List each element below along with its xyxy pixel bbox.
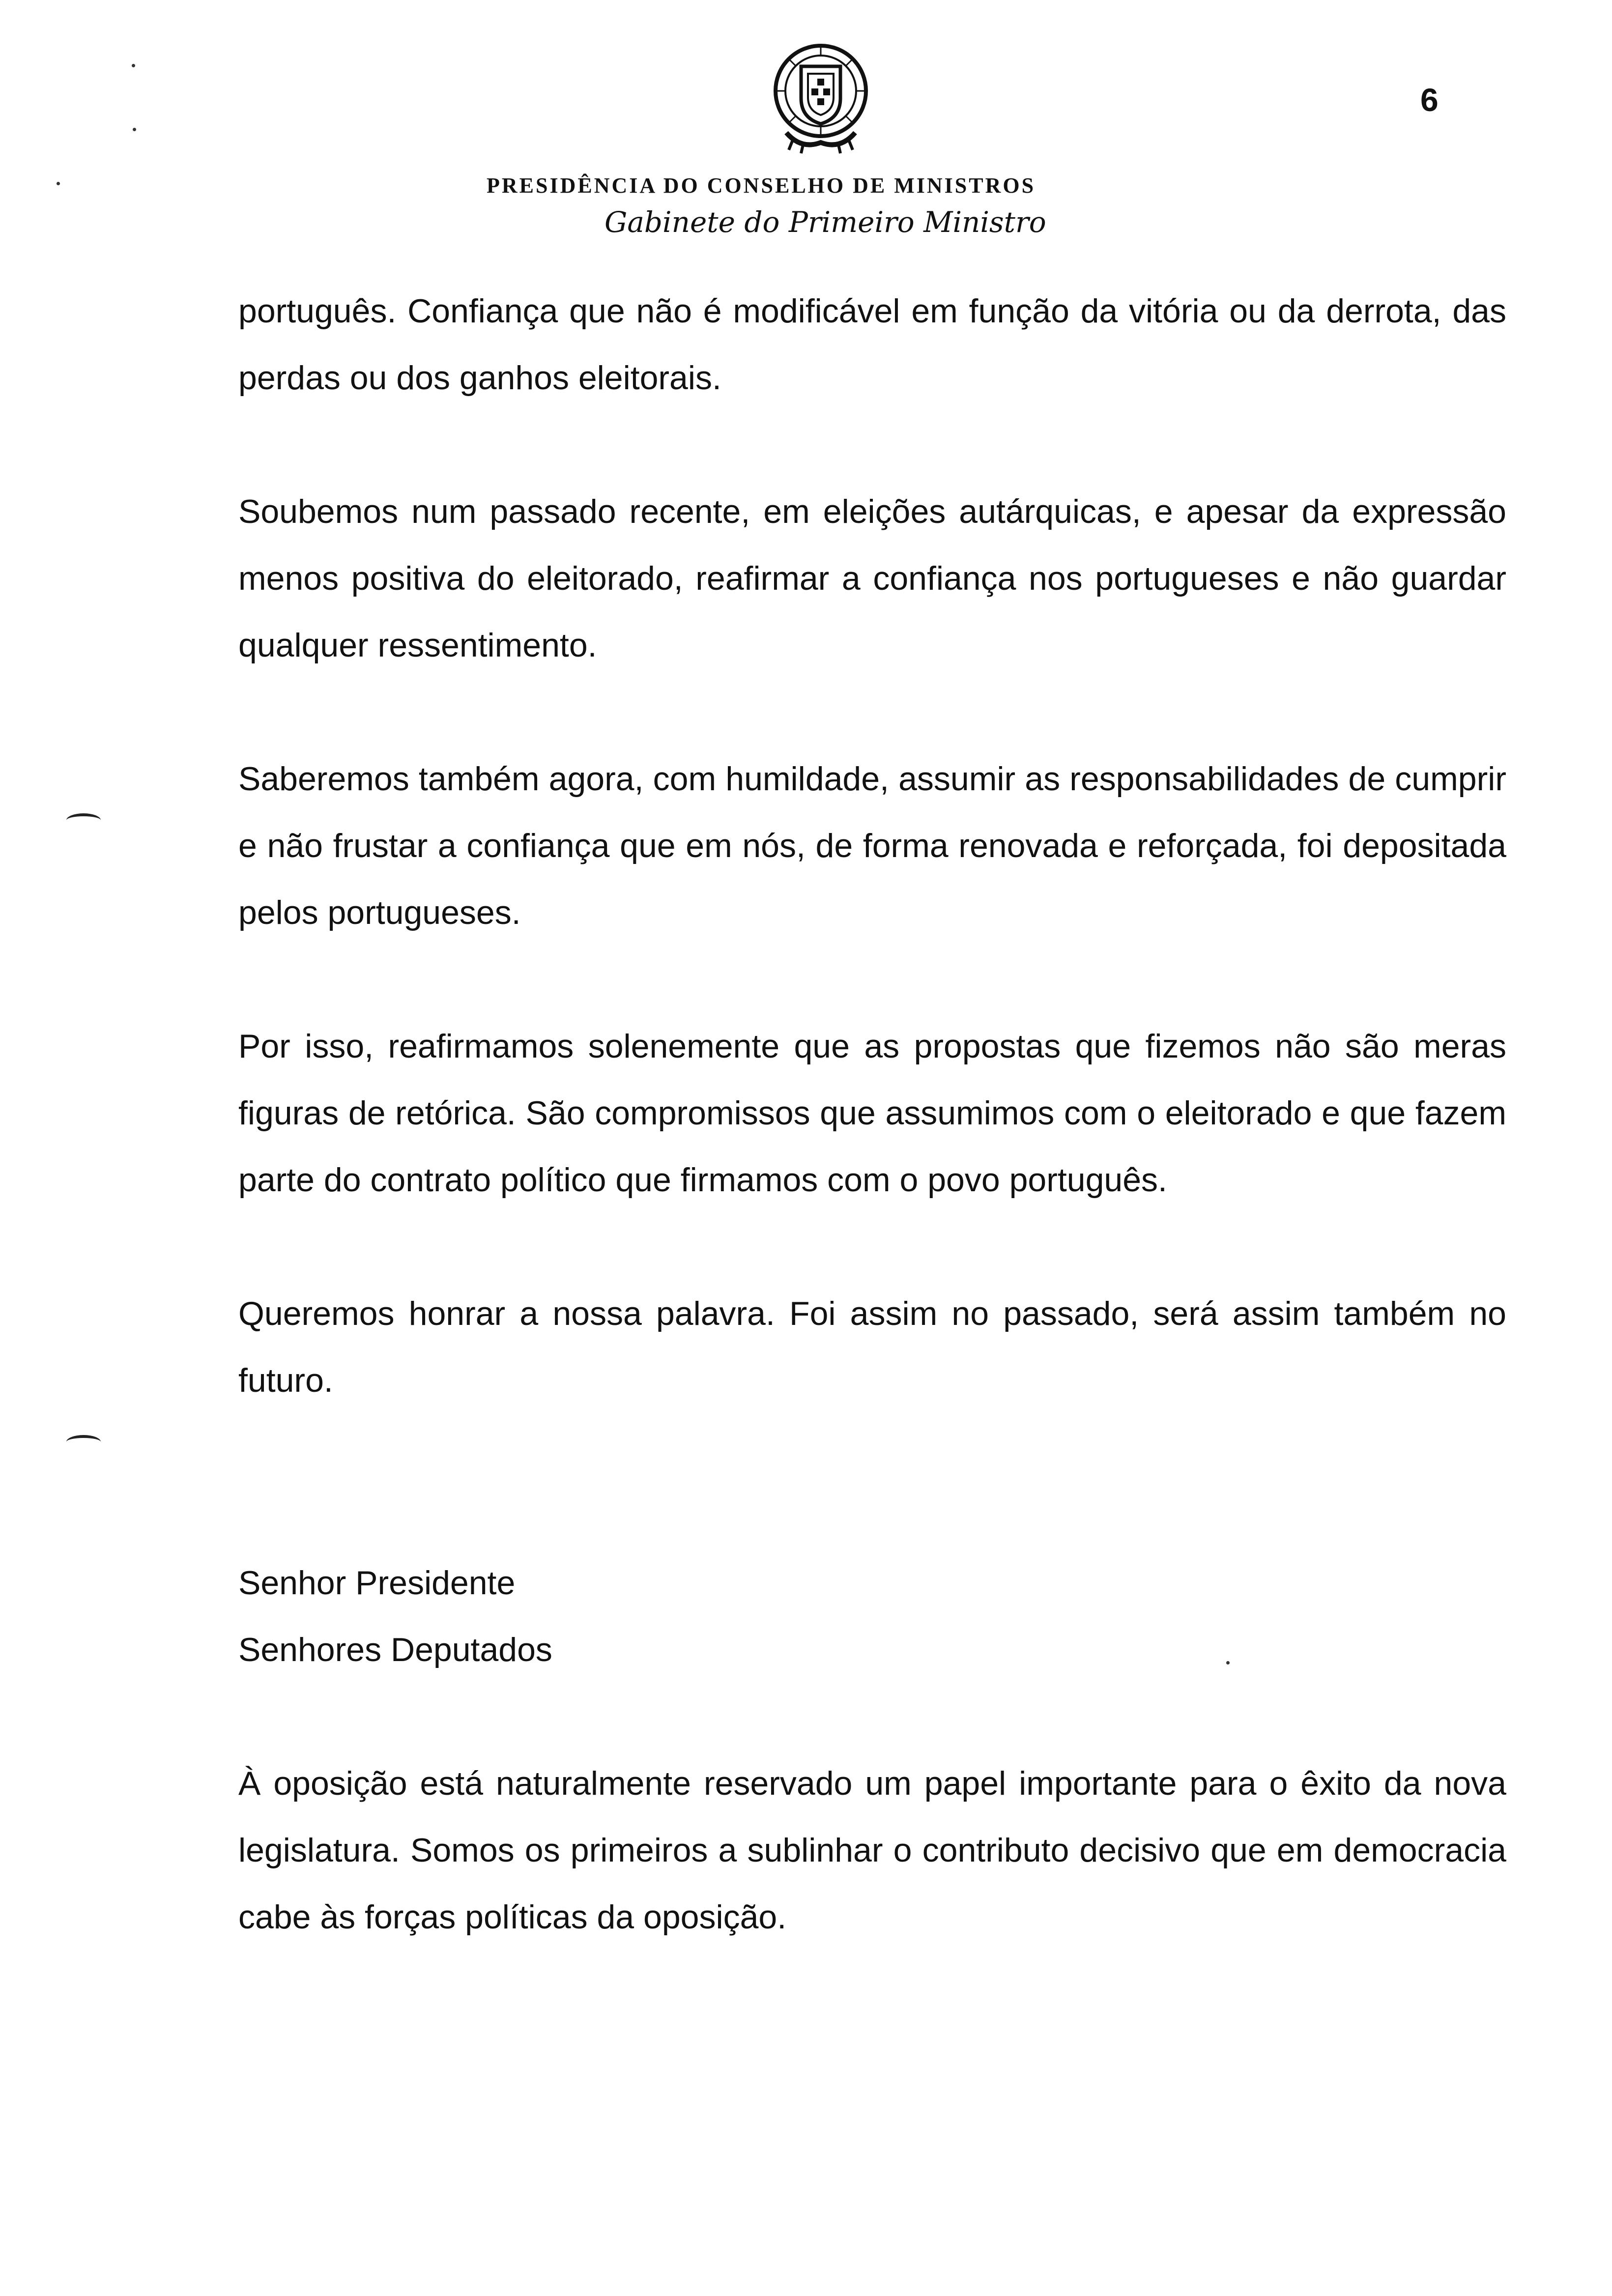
paragraph: português. Confiança que não é modificável em função da vitória ou da derrota, das perdas ou dos ganhos eleitorais. — [238, 292, 1506, 397]
paragraph: À oposição está naturalmente reservado um papel importante para o êxito da nova legislatura. Somos os primeiros a sublinhar o contributo decisivo que em democracia cabe às forças políticas da oposição. — [238, 1765, 1506, 1936]
page-number: 6 — [1420, 82, 1439, 118]
paragraph: Soubemos num passado recente, em eleições autárquicas, e apesar da expressão menos positiva do eleitorado, reafirmar a confiança nos portugueses e não guardar qualquer ressentimento. — [238, 493, 1506, 664]
scan-speck — [132, 64, 135, 67]
coat-of-arms-icon — [767, 39, 875, 157]
office-subheader: Gabinete do Primeiro Ministro — [604, 205, 1046, 239]
salutation-line: Senhor Presidente — [238, 1564, 516, 1602]
paragraph: Saberemos também agora, com humildade, assumir as responsabilidades de cumprir e não frustar a confiança que em nós, de forma renovada e reforçada, foi depositada pelos portugueses. — [238, 760, 1506, 931]
paragraph: Queremos honrar a nossa palavra. Foi assim no passado, será assim também no futuro. — [238, 1295, 1506, 1399]
scan-speck — [57, 182, 60, 185]
salutation — [238, 1550, 1506, 1683]
paragraph: Por isso, reafirmamos solenemente que as propostas que fizemos não são meras figuras de retórica. São compromissos que assumimos com o eleitorado e que fazem parte do contrato político que firmamos com o povo português. — [238, 1028, 1506, 1199]
hole-punch-mark — [66, 1435, 101, 1449]
institution-header: PRESIDÊNCIA DO CONSELHO DE MINISTROS — [487, 173, 1036, 198]
salutation-line: Senhores Deputados — [238, 1631, 552, 1668]
hole-punch-mark — [66, 813, 101, 827]
letter-body — [238, 278, 1506, 2017]
scan-speck — [133, 128, 136, 131]
